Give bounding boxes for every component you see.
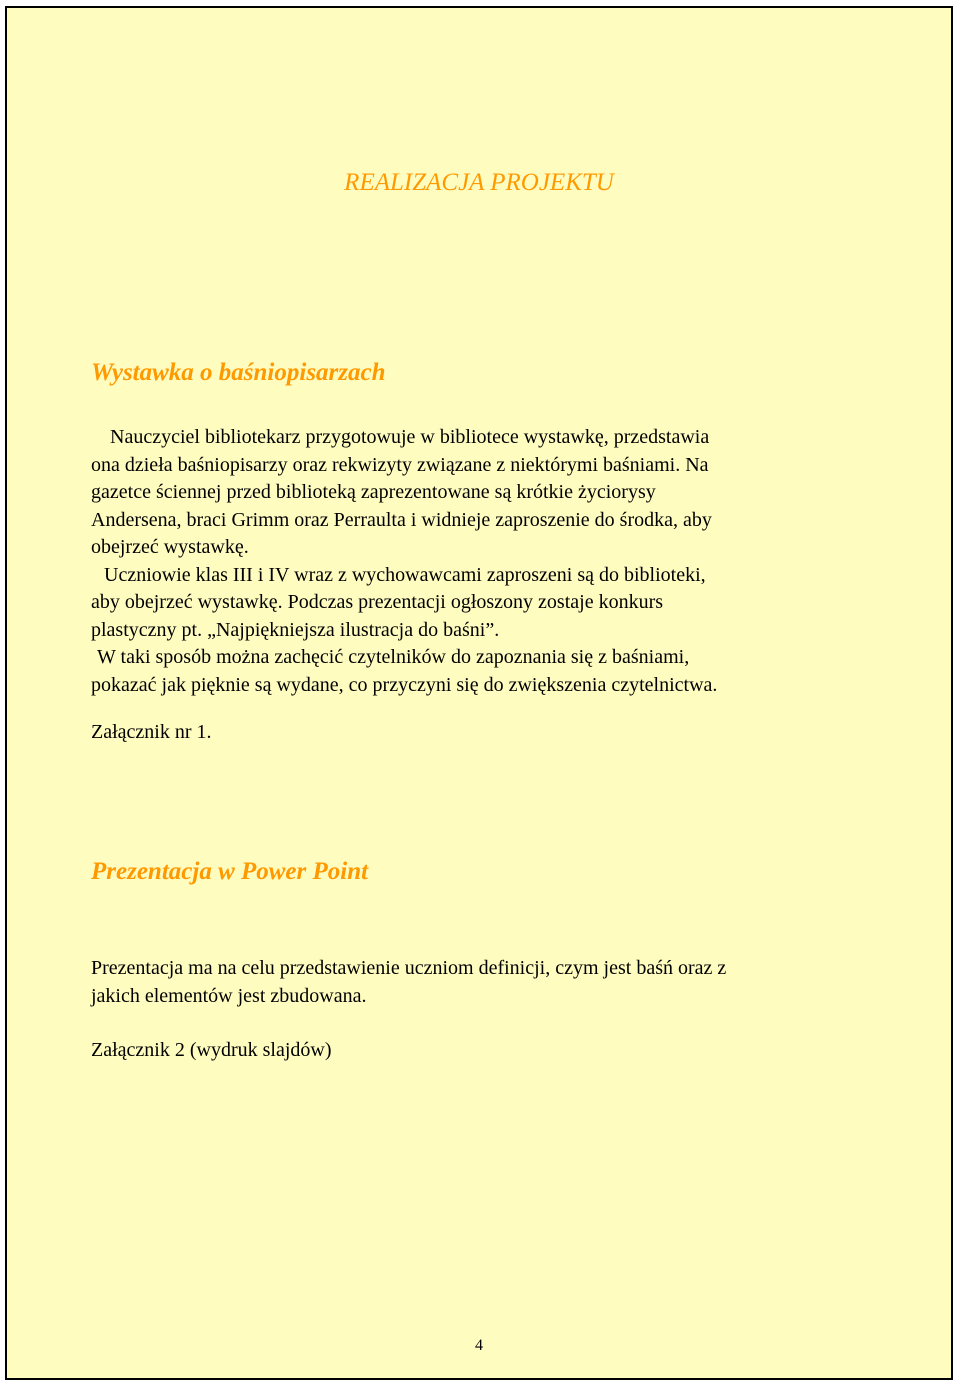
text-line: pokazać jak pięknie są wydane, co przyczyni się do zwiększenia czytelnictwa. bbox=[91, 673, 718, 696]
section-heading-presentation: Prezentacja w Power Point bbox=[91, 858, 369, 885]
attachment-note-2: Załącznik 2 (wydruk slajdów) bbox=[91, 1039, 332, 1061]
text-line: Nauczyciel bibliotekarz przygotowuje w bibliotece wystawkę, przedstawia bbox=[110, 426, 710, 448]
page-title: REALIZACJA PROJEKTU bbox=[344, 169, 614, 196]
section-presentation-body bbox=[91, 955, 891, 1010]
section-exhibition-body bbox=[91, 424, 891, 699]
text-line: Prezentacja ma na celu przedstawienie uczniom definicji, czym jest baśń oraz z bbox=[91, 957, 727, 979]
text-line: jakich elementów jest zbudowana. bbox=[91, 984, 367, 1007]
page-number: 4 bbox=[475, 1337, 483, 1354]
text-line: Andersena, braci Grimm oraz Perraulta i widnieje zaproszenie do środka, aby bbox=[91, 508, 712, 531]
document-page bbox=[5, 6, 953, 1380]
text-line: W taki sposób można zachęcić czytelników do zapoznania się z baśniami, bbox=[97, 646, 690, 668]
attachment-note-1: Załącznik nr 1. bbox=[91, 721, 212, 743]
text-line: aby obejrzeć wystawkę. Podczas prezentacji ogłoszony zostaje konkurs bbox=[91, 591, 664, 613]
section-heading-exhibition: Wystawka o baśniopisarzach bbox=[91, 359, 386, 386]
text-line: gazetce ściennej przed biblioteką zaprezentowane są krótkie życiorysy bbox=[91, 481, 656, 503]
text-line: obejrzeć wystawkę. bbox=[91, 536, 249, 558]
text-line: Uczniowie klas III i IV wraz z wychowawcami zaproszeni są do biblioteki, bbox=[104, 563, 706, 586]
text-line: plastyczny pt. „Najpiękniejsza ilustracja do baśni”. bbox=[91, 618, 500, 641]
text-line: ona dzieła baśniopisarzy oraz rekwizyty związane z niektórymi baśniami. Na bbox=[91, 453, 709, 476]
